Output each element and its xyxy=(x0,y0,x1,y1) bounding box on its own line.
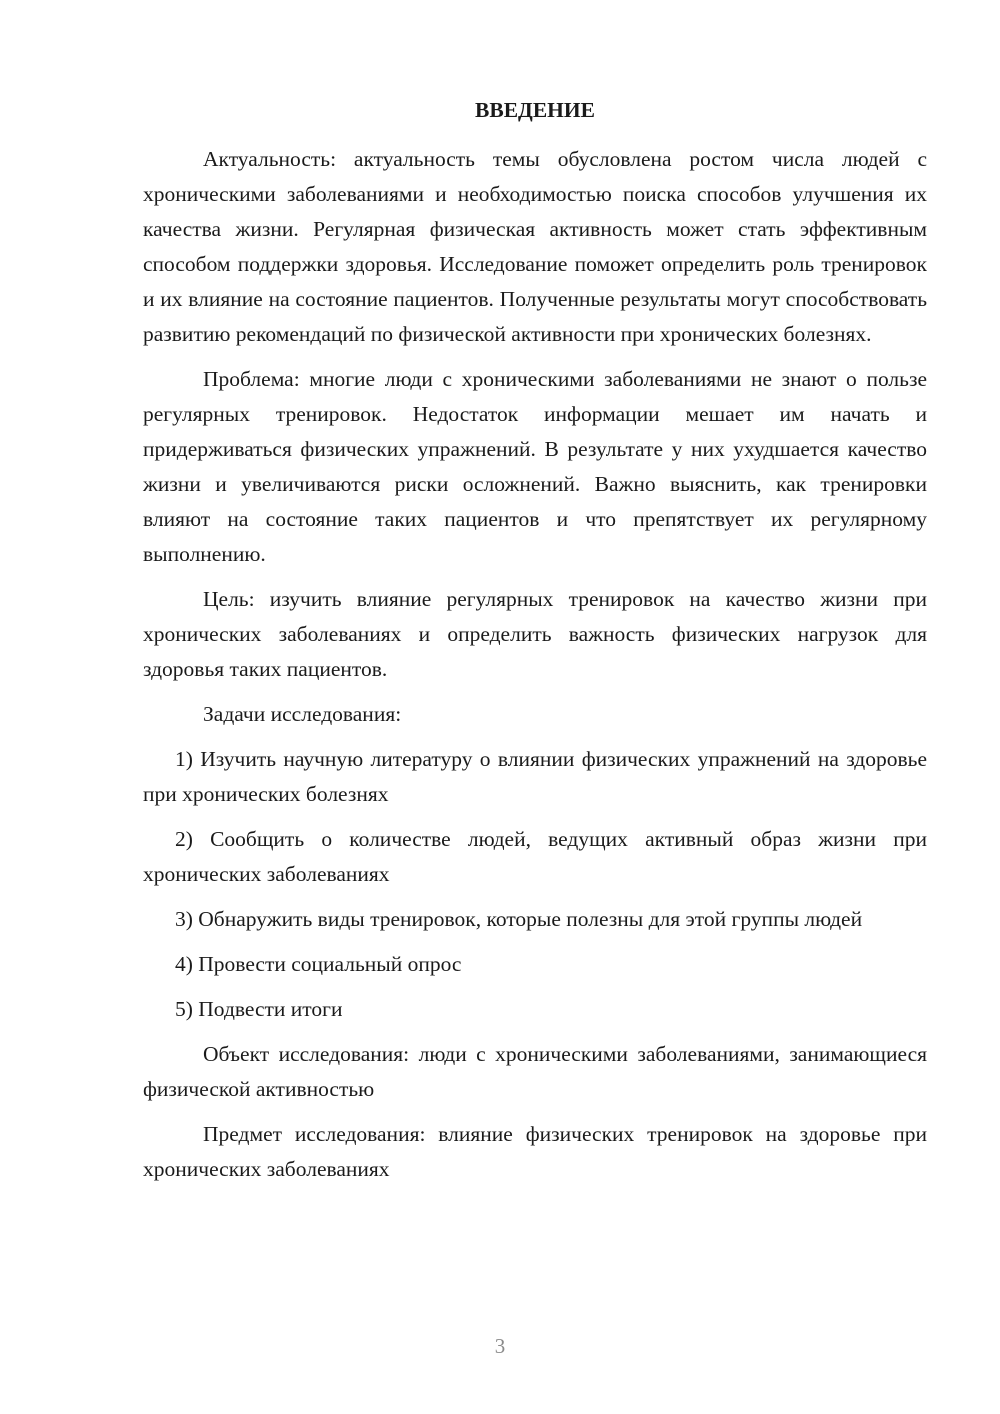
task-item: 5) Подвести итоги xyxy=(175,997,343,1021)
task-item: 3) Обнаружить виды тренировок, которые полезны для этой группы людей xyxy=(175,907,863,931)
goal-paragraph: Цель: изучить влияние регулярных тренировок на качество жизни при хронических заболеваниях и определить важность физических нагрузок для здоровья таких пациентов. xyxy=(143,587,927,681)
object-paragraph: Объект исследования: люди с хроническими заболеваниями, занимающиеся физической активностью xyxy=(143,1042,927,1101)
page-number: 3 xyxy=(494,1334,506,1358)
task-item: 2) Сообщить о количестве людей, ведущих активный образ жизни при хронических заболеваниях xyxy=(143,827,927,886)
problem-paragraph: Проблема: многие люди с хроническими заболеваниями не знают о пользе регулярных тренировок. Недостаток информации мешает им начать и придерживаться физических упражнений. В результате у них ухудшается качество жизни и увеличиваются риски осложнений. Важно выяснить, как тренировки влияют на состояние таких пациентов и что препятствует их регулярному выполнению. xyxy=(143,367,927,566)
section-heading: ВВЕДЕНИЕ xyxy=(475,98,595,122)
document-page xyxy=(143,96,927,1197)
subject-paragraph: Предмет исследования: влияние физических тренировок на здоровье при хронических заболеваниях xyxy=(143,1122,927,1181)
tasks-list xyxy=(143,742,927,1027)
task-item: 1) Изучить научную литературу о влиянии физических упражнений на здоровье при хронических болезнях xyxy=(143,747,927,806)
task-item: 4) Провести социальный опрос xyxy=(175,952,462,976)
tasks-title: Задачи исследования: xyxy=(203,702,402,726)
relevance-paragraph: Актуальность: актуальность темы обусловлена ростом числа людей с хроническими заболеваниями и необходимостью поиска способов улучшения их качества жизни. Регулярная физическая активность может стать эффективным способом поддержки здоровья. Исследование поможет определить роль тренировок и их влияние на состояние пациентов. Полученные результаты могут способствовать развитию рекомендаций по физической активности при хронических болезнях. xyxy=(143,147,927,346)
